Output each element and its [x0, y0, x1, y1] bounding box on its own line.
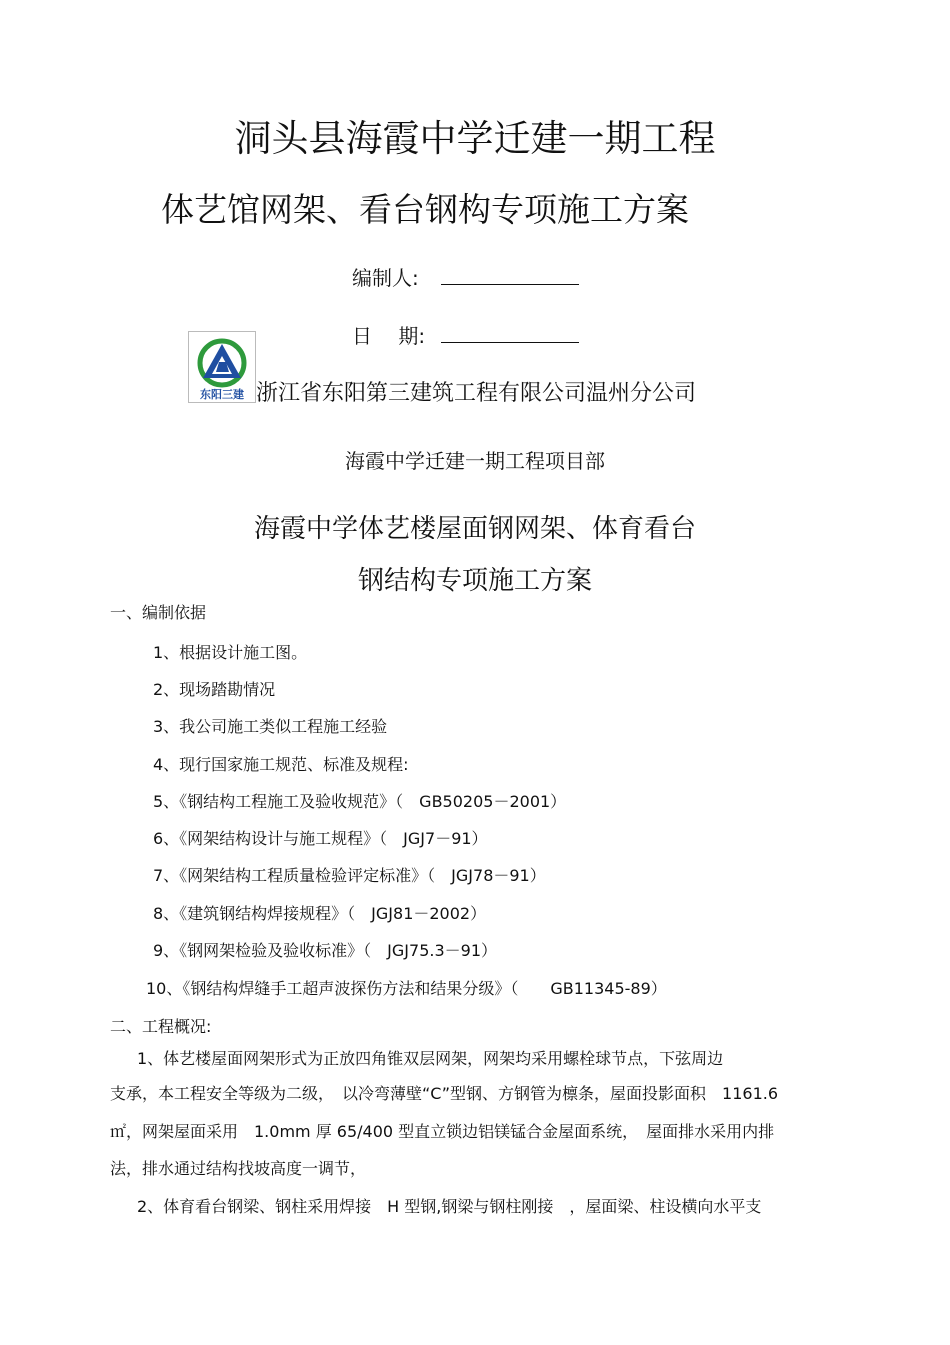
list-item: 3、我公司施工类似工程施工经验	[153, 717, 388, 736]
list-item: 2、现场踏勘情况	[153, 680, 276, 699]
list-item: 5、《钢结构工程施工及验收规范》（ GB50205－2001）	[153, 792, 567, 811]
section-basis-heading: 一、编制依据	[110, 603, 207, 622]
list-item: 6、《网架结构设计与施工规程》（ JGJ7－91）	[153, 829, 488, 848]
list-item: 8、《建筑钢结构焊接规程》（ JGJ81－2002）	[153, 904, 487, 923]
date-field	[441, 326, 579, 343]
scheme-heading-line2: 钢结构专项施工方案	[357, 566, 592, 596]
logo-text: 东阳三建	[200, 388, 244, 401]
list-item: 1、根据设计施工图。	[153, 643, 308, 662]
paragraph-line: 法，排水通过结构找坡高度一调节，	[110, 1159, 367, 1178]
paragraph-line: 支承，本工程安全等级为二级， 以冷弯薄壁“C”型钢、方钢管为檩条，屋面投影面积 1161.6	[110, 1084, 779, 1103]
editor-label: 编制人:	[352, 266, 419, 290]
project-department: 海霞中学迁建一期工程项目部	[345, 449, 605, 473]
document-title: 洞头县海霞中学迁建一期工程	[234, 117, 716, 160]
paragraph-line: ㎡，网架屋面采用 1.0mm 厚 65/400 型直立锁边铝镁锰合金屋面系统， 屋面排水采用内排	[110, 1122, 775, 1141]
paragraph-line: 2、体育看台钢梁、钢柱采用焊接 H 型钢,钢梁与钢柱刚接 ，屋面梁、柱设横向水平支	[137, 1197, 762, 1216]
editor-row	[352, 262, 579, 291]
company-logo	[188, 331, 256, 403]
date-row	[352, 320, 579, 349]
paragraph-line: 1、体艺楼屋面网架形式为正放四角锥双层网架，网架均采用螺栓球节点，下弦周边	[137, 1049, 724, 1068]
editor-field	[441, 268, 579, 285]
scheme-heading-line1: 海霞中学体艺楼屋面钢网架、体育看台	[253, 514, 696, 544]
document-subtitle: 体艺馆网架、看台钢构专项施工方案	[161, 190, 689, 229]
list-item: 7、《网架结构工程质量检验评定标准》（ JGJ78－91）	[153, 866, 546, 885]
company-name: 浙江省东阳第三建筑工程有限公司温州分公司	[256, 381, 697, 406]
date-label: 日 期:	[352, 324, 426, 348]
section-overview-heading: 二、工程概况:	[110, 1017, 212, 1036]
list-item: 4、现行国家施工规范、标准及规程:	[153, 755, 409, 774]
list-item: 9、《钢网架检验及验收标准》（ JGJ75.3－91）	[153, 941, 498, 960]
list-item: 10、《钢结构焊缝手工超声波探伤方法和结果分级》（ GB11345-89）	[146, 979, 667, 998]
